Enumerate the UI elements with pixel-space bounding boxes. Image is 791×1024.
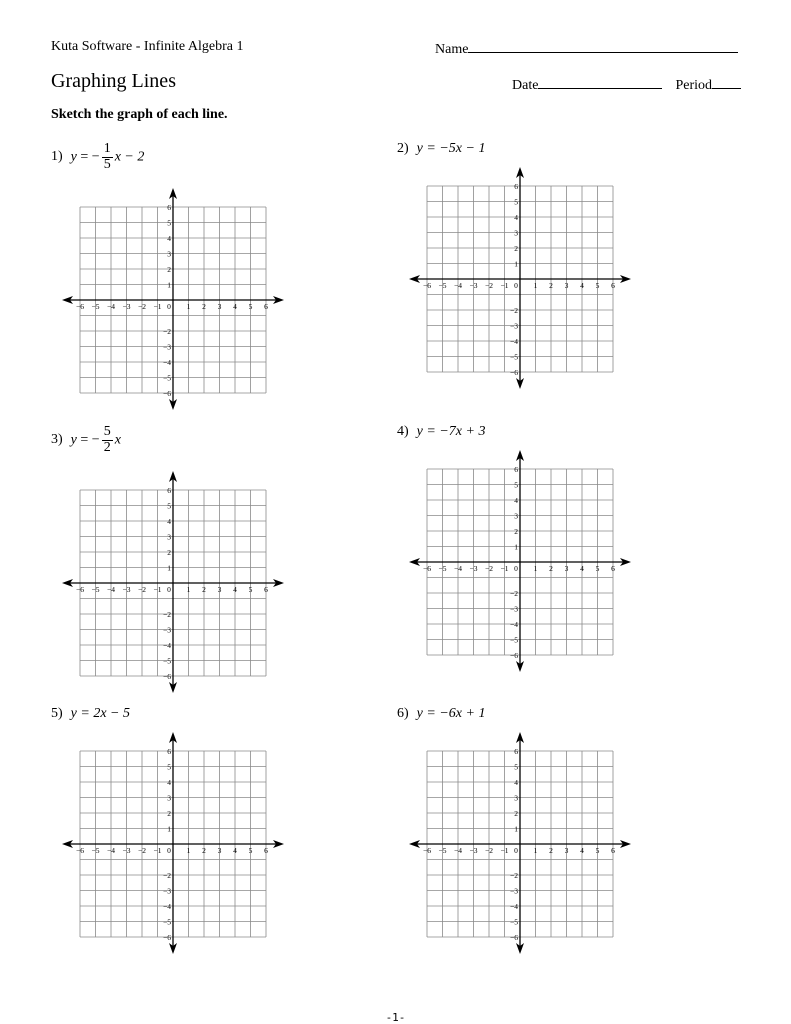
y-tick-label: −5 xyxy=(510,352,518,362)
y-tick-label: 4 xyxy=(514,496,518,505)
x-tick-label: 2 xyxy=(202,585,206,594)
x-tick-label: 0 xyxy=(514,281,518,290)
x-tick-label: −2 xyxy=(485,281,493,290)
x-tick-label: 6 xyxy=(264,302,268,311)
y-tick-label: 1 xyxy=(167,824,171,834)
coordinate-grid-1[interactable] xyxy=(58,185,288,413)
x-tick-label: −6 xyxy=(423,846,431,855)
period-label: Period xyxy=(675,78,712,93)
y-tick-label: −6 xyxy=(163,933,171,942)
x-tick-label: 3 xyxy=(217,585,222,594)
x-tick-label: 5 xyxy=(248,585,253,594)
problem-number: 2) xyxy=(397,141,409,156)
name-field xyxy=(435,39,738,58)
y-tick-label: 2 xyxy=(514,527,518,536)
x-tick-label: −3 xyxy=(122,846,131,855)
x-tick-label: 3 xyxy=(217,302,222,311)
y-tick-label: 6 xyxy=(514,465,518,474)
y-tick-label: −3 xyxy=(163,625,171,635)
y-tick-label: 5 xyxy=(514,197,518,207)
x-tick-label: −2 xyxy=(485,846,493,855)
x-tick-label: −2 xyxy=(138,302,146,311)
x-tick-label: 0 xyxy=(167,585,171,594)
y-tick-label: −4 xyxy=(163,902,171,911)
coordinate-grid-6[interactable] xyxy=(405,729,635,957)
name-blank xyxy=(468,39,738,53)
y-tick-label: 6 xyxy=(514,747,518,756)
y-tick-label: 2 xyxy=(167,548,171,557)
y-tick-label: −2 xyxy=(163,871,171,880)
problem-number: 1) xyxy=(51,149,63,165)
equation-equals: = xyxy=(80,149,89,165)
x-tick-label: −5 xyxy=(91,585,100,594)
y-tick-label: −4 xyxy=(510,337,518,346)
y-tick-label: 5 xyxy=(514,480,518,490)
date-period-fields xyxy=(512,75,741,94)
y-tick-label: −5 xyxy=(510,635,518,645)
y-tick-label: −4 xyxy=(163,641,171,650)
y-tick-label: −2 xyxy=(510,871,518,880)
y-tick-label: −2 xyxy=(163,610,171,619)
x-tick-label: 4 xyxy=(580,846,584,855)
y-tick-label: −4 xyxy=(163,358,171,367)
x-tick-label: −5 xyxy=(438,564,447,573)
x-tick-label: 1 xyxy=(533,846,538,855)
y-tick-label: 3 xyxy=(514,793,518,803)
period-blank xyxy=(712,75,741,89)
x-tick-label: −4 xyxy=(107,302,115,311)
y-tick-label: −6 xyxy=(510,933,518,942)
x-tick-label: 3 xyxy=(217,846,222,855)
x-tick-label: 1 xyxy=(186,302,191,311)
y-tick-label: 1 xyxy=(514,542,518,552)
x-tick-label: 5 xyxy=(595,846,600,855)
name-label: Name xyxy=(435,42,469,57)
x-tick-label: −6 xyxy=(423,281,431,290)
equation-fraction: $\frac{5}{2}$ xyxy=(103,424,111,455)
y-tick-label: 5 xyxy=(167,762,171,772)
y-tick-label: 4 xyxy=(167,778,171,787)
coordinate-grid-4[interactable] xyxy=(405,447,635,675)
x-tick-label: 2 xyxy=(549,846,553,855)
equation-sign: − xyxy=(91,432,100,448)
x-tick-label: 6 xyxy=(611,281,615,290)
x-tick-label: −1 xyxy=(153,846,162,855)
x-tick-label: −4 xyxy=(454,846,462,855)
equation-rest: x − 2 xyxy=(114,149,145,165)
y-tick-label: −4 xyxy=(510,902,518,911)
y-tick-label: 1 xyxy=(514,259,518,269)
y-tick-label: 6 xyxy=(167,747,171,756)
y-tick-label: −5 xyxy=(163,917,171,927)
x-tick-label: −1 xyxy=(500,846,509,855)
x-tick-label: 0 xyxy=(514,846,518,855)
problem-1 xyxy=(51,142,144,172)
x-tick-label: −3 xyxy=(122,585,131,594)
equation: y = −5x − 1 xyxy=(416,141,486,156)
y-tick-label: −3 xyxy=(163,886,171,896)
y-tick-label: 6 xyxy=(167,203,171,212)
problem-3 xyxy=(51,425,121,455)
x-tick-label: 3 xyxy=(564,846,569,855)
x-tick-label: 4 xyxy=(580,564,584,573)
y-tick-label: −3 xyxy=(510,604,518,614)
x-tick-label: −6 xyxy=(76,846,84,855)
equation-rest: x xyxy=(114,432,121,448)
x-tick-label: 6 xyxy=(264,585,268,594)
worksheet-source: Kuta Software - Infinite Algebra 1 xyxy=(51,39,244,54)
x-tick-label: 3 xyxy=(564,564,569,573)
equation-y: y xyxy=(70,149,77,165)
x-tick-label: −1 xyxy=(153,302,162,311)
y-tick-label: 3 xyxy=(514,228,518,238)
x-tick-label: −4 xyxy=(454,564,462,573)
x-tick-label: 1 xyxy=(186,846,191,855)
y-tick-label: 1 xyxy=(167,563,171,573)
equation: y = 2x − 5 xyxy=(70,706,130,721)
date-label: Date xyxy=(512,78,539,93)
y-tick-label: 2 xyxy=(514,244,518,253)
x-tick-label: 4 xyxy=(233,846,237,855)
x-tick-label: 2 xyxy=(549,281,553,290)
x-tick-label: −5 xyxy=(438,281,447,290)
x-tick-label: 0 xyxy=(167,302,171,311)
date-blank xyxy=(538,75,662,89)
x-tick-label: 1 xyxy=(533,564,538,573)
y-tick-label: 3 xyxy=(514,511,518,521)
y-tick-label: −3 xyxy=(163,342,171,352)
y-tick-label: 2 xyxy=(167,265,171,274)
x-tick-label: −4 xyxy=(454,281,462,290)
x-tick-label: −5 xyxy=(91,846,100,855)
page-number: -1- xyxy=(385,1011,406,1024)
y-tick-label: −6 xyxy=(163,389,171,398)
equation-y: y xyxy=(70,432,77,448)
x-tick-label: −1 xyxy=(500,281,509,290)
y-tick-label: −2 xyxy=(510,589,518,598)
x-tick-label: −4 xyxy=(107,585,115,594)
x-tick-label: 3 xyxy=(564,281,569,290)
y-tick-label: 5 xyxy=(167,218,171,228)
y-tick-label: −5 xyxy=(163,656,171,666)
y-tick-label: 5 xyxy=(167,501,171,511)
x-tick-label: 0 xyxy=(167,846,171,855)
y-tick-label: 4 xyxy=(514,213,518,222)
problem-4 xyxy=(397,424,485,440)
equation-equals: = xyxy=(80,432,89,448)
problem-6 xyxy=(397,706,485,722)
x-tick-label: 2 xyxy=(202,302,206,311)
x-tick-label: −3 xyxy=(469,846,478,855)
equation: y = −6x + 1 xyxy=(416,706,486,721)
x-tick-label: −1 xyxy=(153,585,162,594)
x-tick-label: −6 xyxy=(423,564,431,573)
problem-number: 5) xyxy=(51,706,63,721)
x-tick-label: 4 xyxy=(233,302,237,311)
y-tick-label: −6 xyxy=(510,651,518,660)
y-tick-label: 2 xyxy=(514,809,518,818)
y-tick-label: 6 xyxy=(514,182,518,191)
x-tick-label: 6 xyxy=(611,564,615,573)
x-tick-label: 5 xyxy=(248,302,253,311)
y-tick-label: 5 xyxy=(514,762,518,772)
y-tick-label: −4 xyxy=(510,620,518,629)
x-tick-label: −3 xyxy=(469,564,478,573)
equation-fraction: $\frac{1}{5}$ xyxy=(103,141,111,172)
x-tick-label: 4 xyxy=(580,281,584,290)
x-tick-label: 5 xyxy=(595,281,600,290)
x-tick-label: 2 xyxy=(549,564,553,573)
y-tick-label: −5 xyxy=(510,917,518,927)
coordinate-grid-5[interactable] xyxy=(58,729,288,957)
coordinate-grid-3[interactable] xyxy=(58,468,288,696)
x-tick-label: 2 xyxy=(202,846,206,855)
problem-2 xyxy=(397,141,485,157)
x-tick-label: −2 xyxy=(485,564,493,573)
y-tick-label: 4 xyxy=(167,234,171,243)
x-tick-label: 5 xyxy=(595,564,600,573)
y-tick-label: −2 xyxy=(510,306,518,315)
instructions: Sketch the graph of each line. xyxy=(51,107,228,122)
x-tick-label: −5 xyxy=(91,302,100,311)
y-tick-label: 6 xyxy=(167,486,171,495)
x-tick-label: −3 xyxy=(469,281,478,290)
y-tick-label: −6 xyxy=(163,672,171,681)
x-tick-label: −2 xyxy=(138,585,146,594)
y-tick-label: −3 xyxy=(510,886,518,896)
equation: y = −7x + 3 xyxy=(416,424,486,439)
problem-number: 3) xyxy=(51,432,63,448)
y-tick-label: 3 xyxy=(167,793,171,803)
x-tick-label: 1 xyxy=(533,281,538,290)
x-tick-label: −2 xyxy=(138,846,146,855)
equation-sign: − xyxy=(91,149,100,165)
x-tick-label: −4 xyxy=(107,846,115,855)
y-tick-label: 1 xyxy=(167,280,171,290)
x-tick-label: 6 xyxy=(264,846,268,855)
y-tick-label: 1 xyxy=(514,824,518,834)
x-tick-label: −1 xyxy=(500,564,509,573)
y-tick-label: −2 xyxy=(163,327,171,336)
y-tick-label: −3 xyxy=(510,321,518,331)
x-tick-label: 6 xyxy=(611,846,615,855)
page-title: Graphing Lines xyxy=(51,70,176,92)
x-tick-label: 0 xyxy=(514,564,518,573)
x-tick-label: −6 xyxy=(76,302,84,311)
x-tick-label: 5 xyxy=(248,846,253,855)
coordinate-grid-2[interactable] xyxy=(405,164,635,392)
problem-number: 6) xyxy=(397,706,409,721)
x-tick-label: 4 xyxy=(233,585,237,594)
y-tick-label: 3 xyxy=(167,249,171,259)
y-tick-label: 4 xyxy=(167,517,171,526)
x-tick-label: −6 xyxy=(76,585,84,594)
problem-number: 4) xyxy=(397,424,409,439)
y-tick-label: 4 xyxy=(514,778,518,787)
x-tick-label: −3 xyxy=(122,302,131,311)
y-tick-label: −6 xyxy=(510,368,518,377)
x-tick-label: −5 xyxy=(438,846,447,855)
y-tick-label: 3 xyxy=(167,532,171,542)
problem-5 xyxy=(51,706,130,722)
x-tick-label: 1 xyxy=(186,585,191,594)
y-tick-label: 2 xyxy=(167,809,171,818)
y-tick-label: −5 xyxy=(163,373,171,383)
